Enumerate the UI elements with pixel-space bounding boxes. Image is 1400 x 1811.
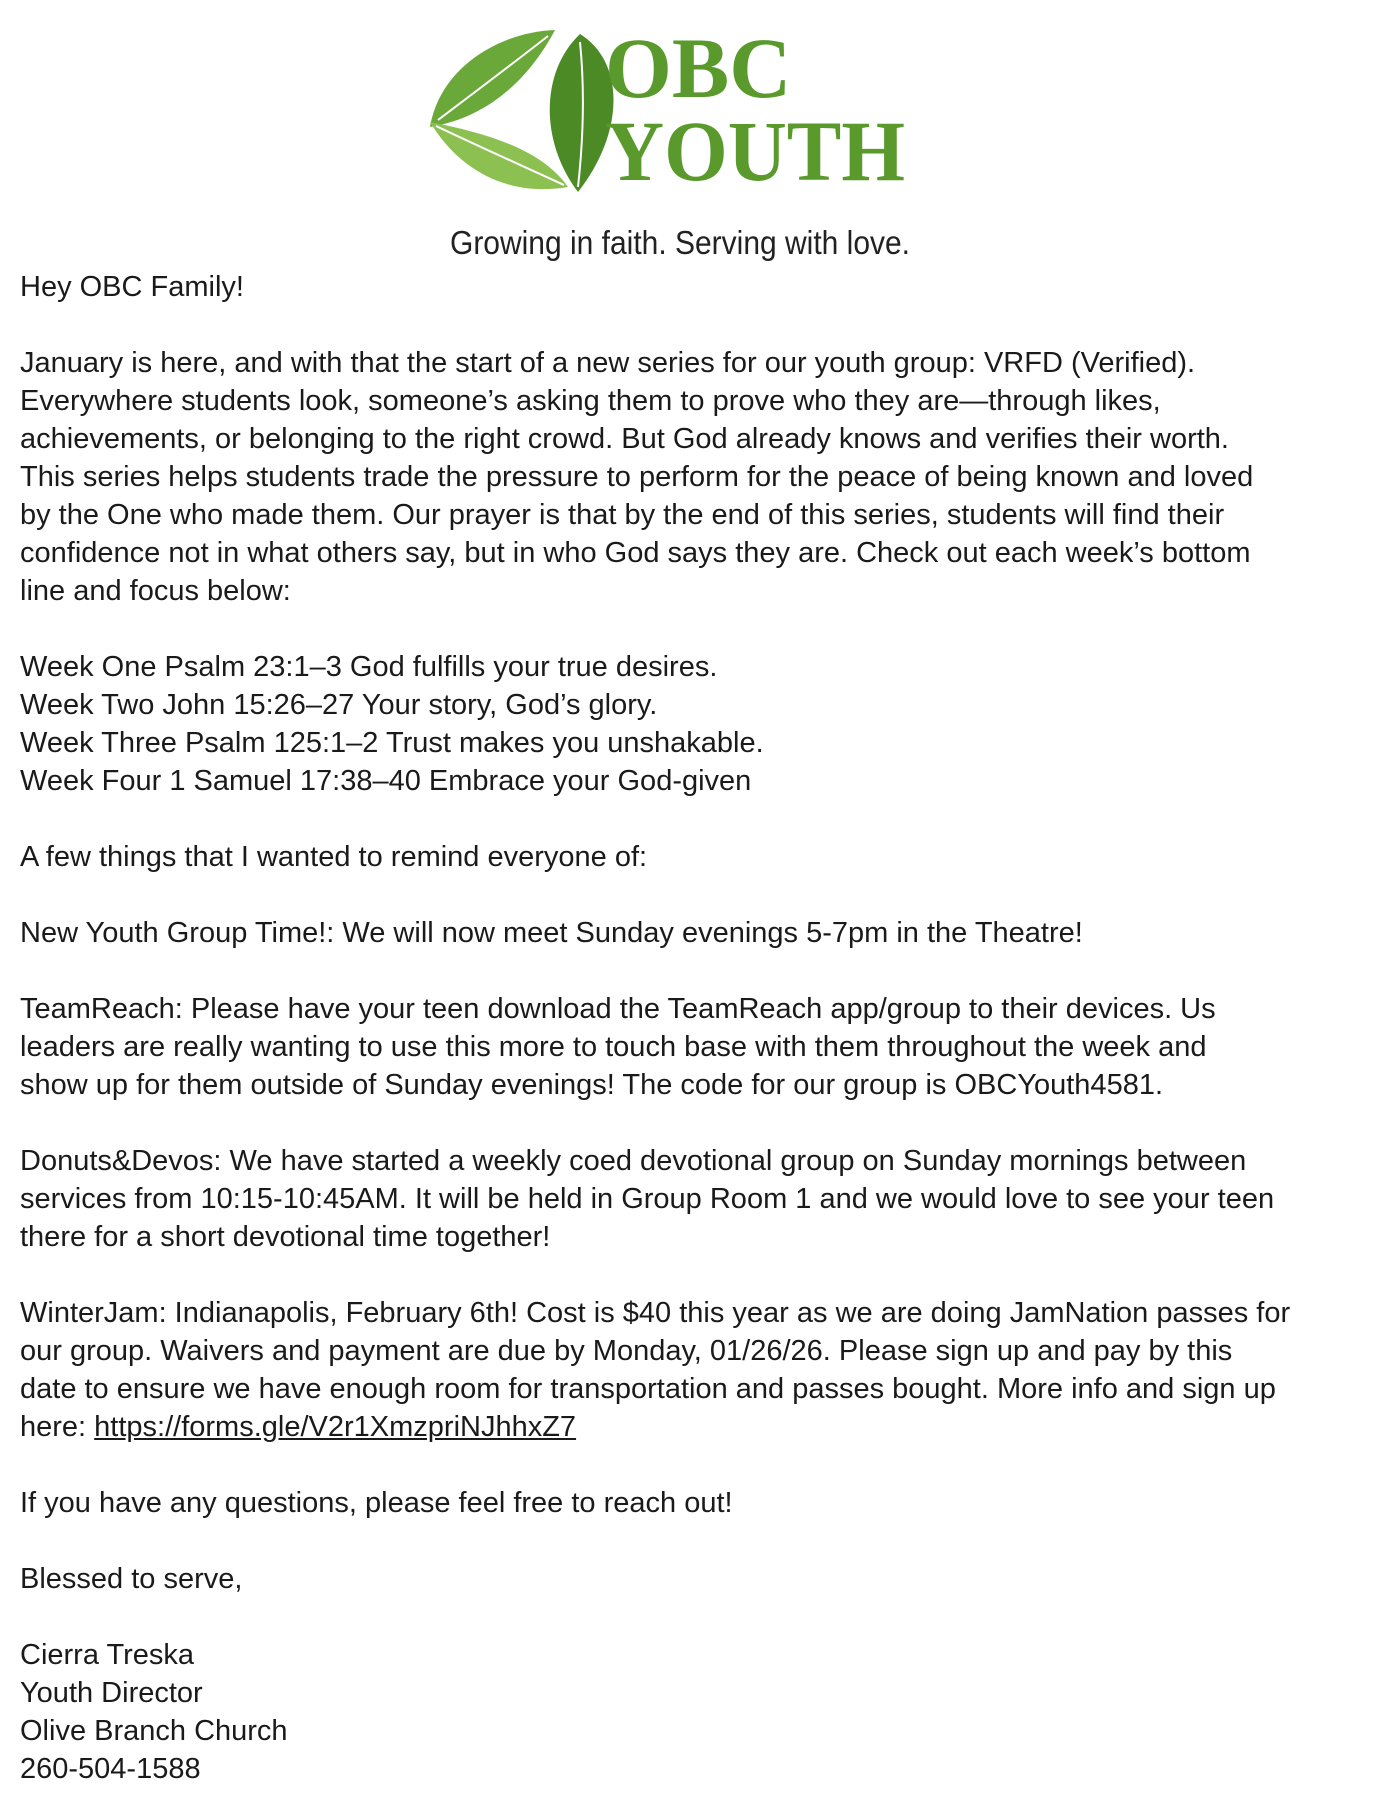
donuts-devos-paragraph: [20, 1142, 1390, 1256]
signature-phone: 260-504-1588: [20, 1753, 201, 1785]
week-item: Week Two John 15:26–27 Your story, God’s glory.: [20, 689, 658, 721]
questions-paragraph: If you have any questions, please feel free to reach out!: [20, 1487, 733, 1519]
winterjam-line: our group. Waivers and payment are due by Monday, 01/26/26. Please sign up and pay by this: [20, 1335, 1233, 1367]
winterjam-line: WinterJam: Indianapolis, February 6th! Cost is $40 this year as we are doing JamNation passes for: [20, 1297, 1291, 1329]
signature-title: Youth Director: [20, 1677, 203, 1709]
intro-line: line and focus below:: [20, 575, 291, 607]
letter-body: [20, 268, 1390, 1788]
logo-tagline: Growing in faith. Serving with love.: [450, 224, 910, 261]
reminder-intro: A few things that I wanted to remind everyone of:: [20, 841, 648, 873]
week-item: Week One Psalm 23:1–3 God fulfills your true desires.: [20, 651, 718, 683]
greeting: Hey OBC Family!: [20, 271, 244, 303]
donuts-line: services from 10:15-10:45AM. It will be held in Group Room 1 and we would love to see your teen: [20, 1183, 1275, 1215]
signup-link[interactable]: https://forms.gle/V2r1XmzpriNJhhxZ7: [94, 1411, 577, 1443]
week-item: Week Four 1 Samuel 17:38–40 Embrace your God-given: [20, 765, 752, 797]
logo-line-youth: YOUTH: [605, 103, 905, 199]
weeks-list: [20, 648, 1390, 800]
intro-line: achievements, or belonging to the right crowd. But God already knows and verifies their worth.: [20, 423, 1229, 455]
winterjam-line: [20, 1408, 1390, 1446]
new-time-paragraph: New Youth Group Time!: We will now meet Sunday evenings 5-7pm in the Theatre!: [20, 917, 1083, 949]
teamreach-line: show up for them outside of Sunday evenings! The code for our group is OBCYouth4581.: [20, 1069, 1164, 1101]
teamreach-line: TeamReach: Please have your teen download the TeamReach app/group to their devices. Us: [20, 993, 1216, 1025]
obc-youth-logo: [420, 22, 1010, 282]
closing: Blessed to serve,: [20, 1563, 243, 1595]
winterjam-link-prefix: here:: [20, 1411, 95, 1443]
winterjam-line: date to ensure we have enough room for transportation and passes bought. More info and sign up: [20, 1373, 1276, 1405]
winterjam-paragraph: [20, 1294, 1390, 1446]
intro-line: by the One who made them. Our prayer is that by the end of this series, students will find their: [20, 499, 1225, 531]
donuts-line: there for a short devotional time together!: [20, 1221, 551, 1253]
intro-paragraph: [20, 344, 1390, 610]
intro-line: Everywhere students look, someone’s asking them to prove who they are—through likes,: [20, 385, 1161, 417]
intro-line: confidence not in what others say, but in who God says they are. Check out each week’s bottom: [20, 537, 1251, 569]
signature-name: Cierra Treska: [20, 1639, 195, 1671]
logo-line-obc: OBC: [605, 22, 792, 116]
signature-block: [20, 1636, 1390, 1788]
week-item: Week Three Psalm 125:1–2 Trust makes you unshakable.: [20, 727, 764, 759]
intro-line: January is here, and with that the start of a new series for our youth group: VRFD (Verified).: [20, 347, 1196, 379]
teamreach-paragraph: [20, 990, 1390, 1104]
signature-church: Olive Branch Church: [20, 1715, 288, 1747]
intro-line: This series helps students trade the pressure to perform for the peace of being known and loved: [20, 461, 1254, 493]
donuts-line: Donuts&Devos: We have started a weekly coed devotional group on Sunday mornings between: [20, 1145, 1247, 1177]
teamreach-line: leaders are really wanting to use this more to touch base with them throughout the week and: [20, 1031, 1207, 1063]
